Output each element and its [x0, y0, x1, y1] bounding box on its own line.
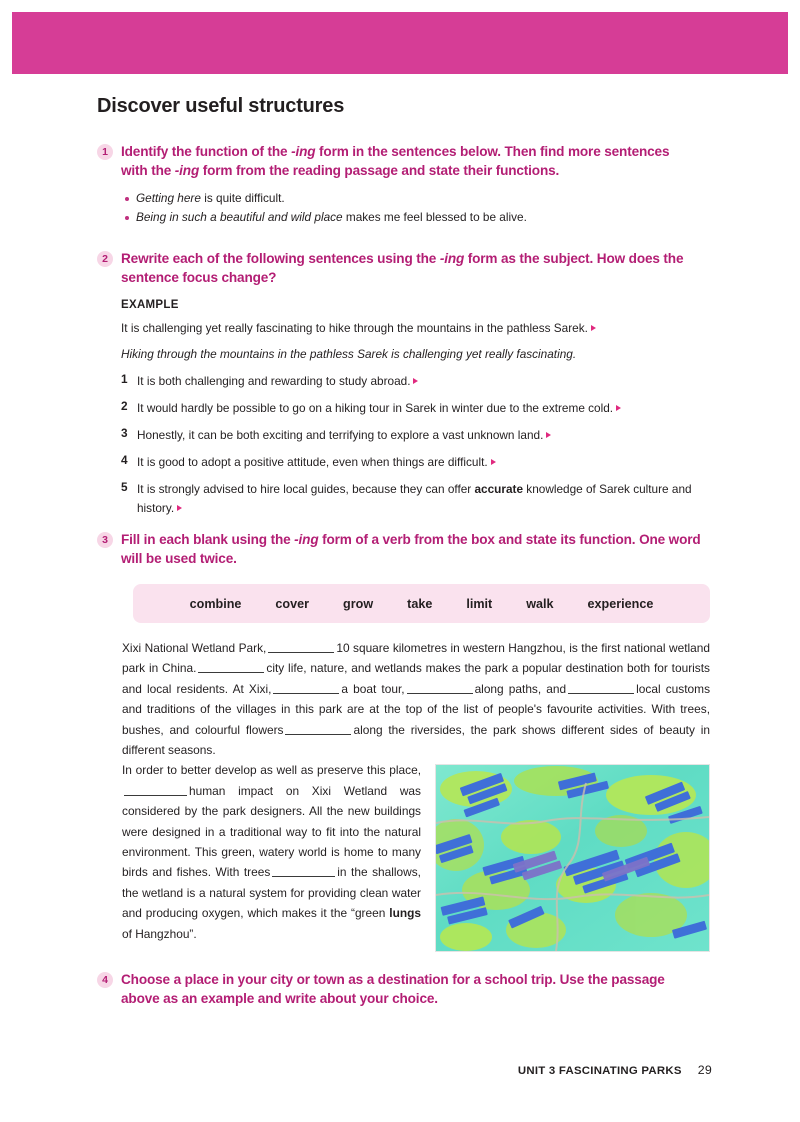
triangle-marker-icon: [616, 405, 621, 411]
item-number: 2: [121, 399, 128, 413]
item-text: [137, 372, 418, 391]
item-sentence: It is both challenging and rewarding to study abroad.: [137, 374, 411, 388]
prompt-text-b: form as the subject. How does the sentence focus change?: [121, 251, 684, 285]
passage-text: along paths, and: [474, 681, 567, 696]
passage-paragraph-1: [122, 638, 710, 760]
exercise-3-number: 3: [97, 532, 113, 548]
word-bank-item[interactable]: walk: [526, 596, 554, 611]
prompt-text-a: Rewrite each of the following sentences using the: [121, 251, 440, 266]
page-title: Discover useful structures: [97, 95, 345, 117]
item-sentence: Honestly, it can be both exciting and terrifying to explore a vast unknown land.: [137, 428, 544, 442]
footer-unit-label: UNIT 3 FASCINATING PARKS: [517, 1065, 682, 1077]
item-text: [137, 399, 621, 418]
example-label: EXAMPLE: [121, 299, 179, 311]
blank-input[interactable]: [272, 864, 335, 877]
item-text: [137, 453, 496, 472]
list-item: [125, 190, 697, 207]
blank-input[interactable]: [285, 722, 351, 735]
triangle-marker-icon: [546, 432, 551, 438]
item-text: [137, 480, 697, 518]
list-item: [121, 372, 697, 391]
example-source-text: It is challenging yet really fascinating to hike through the mountains in the pathless Sarek.: [121, 321, 588, 335]
passage-text: local customs and traditions of the villages in this park are at the top of the list of people's favourite activities. With trees, bushes, and colourful flowers: [122, 681, 711, 737]
passage-text: a boat tour,: [341, 681, 405, 696]
list-item: [121, 426, 697, 445]
blank-input[interactable]: [198, 660, 264, 673]
triangle-marker-icon: [491, 459, 496, 465]
ing-term-1: -ing: [439, 251, 465, 266]
triangle-marker-icon: [177, 505, 182, 511]
cloze-passage: [122, 638, 710, 952]
bullet-rest: makes me feel blessed to be alive.: [342, 210, 527, 224]
passage-text: city life, nature, and wetlands makes the park a popular destination both for tourists and local residents. At Xixi,: [122, 661, 710, 696]
prompt-text-b: form of a verb from the box and state its function. One word will be used twice.: [121, 532, 701, 566]
page-footer: [518, 1063, 712, 1077]
blank-input[interactable]: [124, 783, 187, 796]
exercise-3-prompt: [121, 530, 707, 568]
aerial-photo-xixi-wetland: [435, 764, 710, 952]
bullet-dot-icon: [125, 197, 129, 201]
blank-input[interactable]: [268, 640, 334, 653]
exercise-1-number: 1: [97, 144, 113, 160]
bullet-dot-icon: [125, 216, 129, 220]
exercise-2: [97, 249, 697, 526]
item-sentence-b: knowledge of Sarek culture and history.: [137, 482, 692, 515]
word-bank-box: [133, 584, 710, 623]
word-bank-item[interactable]: cover: [275, 596, 310, 611]
example-source-sentence: [121, 320, 697, 337]
triangle-marker-icon: [591, 325, 596, 331]
page-number: 29: [697, 1063, 712, 1077]
item-sentence: It is good to adopt a positive attitude, even when things are difficult.: [137, 455, 488, 469]
exercise-1-examples: [125, 190, 697, 226]
item-number: 4: [121, 453, 128, 467]
blank-input[interactable]: [568, 681, 634, 694]
passage-text: 10 square kilometres in western Hangzhou, is the first national wetland park in China.: [122, 641, 710, 676]
passage-text: Xixi National Wetland Park,: [122, 641, 267, 655]
exercise-4-prompt: Choose a place in your city or town as a destination for a school trip. Use the passage above as an example and write about your choice.: [121, 972, 665, 1006]
exercise-1-header: [97, 142, 697, 180]
exercise-3-header: [97, 530, 707, 568]
blank-input[interactable]: [407, 681, 473, 694]
passage-bold-word: lungs: [389, 906, 421, 921]
word-bank-item[interactable]: limit: [466, 596, 493, 611]
exercise-1-prompt: [121, 142, 697, 180]
bullet-rest: is quite difficult.: [200, 191, 285, 205]
exercise-4-header: [97, 970, 697, 1008]
item-bold-word: accurate: [474, 482, 524, 496]
triangle-marker-icon: [413, 378, 418, 384]
bullet-italic: Getting here: [136, 191, 201, 205]
list-item: [121, 399, 697, 418]
word-bank-item[interactable]: experience: [587, 596, 654, 611]
exercise-4: [97, 970, 697, 1008]
item-number: 5: [121, 480, 128, 494]
ing-term-1: -ing: [294, 532, 319, 547]
prompt-text-c: form from the reading passage and state their functions.: [199, 163, 560, 178]
exercise-2-header: [97, 249, 697, 287]
list-item: [121, 480, 697, 518]
exercise-4-number: 4: [97, 972, 113, 988]
passage-text: human impact on Xixi Wetland was considered by the park designers. All the new buildings were designed in a traditional way to fit into the natural environment. This green, watery world is home to many birds and fishes. With trees: [122, 783, 421, 880]
ing-term-2: -ing: [174, 163, 200, 178]
word-bank-item[interactable]: combine: [189, 596, 242, 611]
exercise-2-number: 2: [97, 251, 113, 267]
item-number: 3: [121, 426, 128, 440]
blank-input[interactable]: [273, 681, 339, 694]
item-sentence-a: It is strongly advised to hire local guides, because they can offer: [137, 482, 475, 496]
exercise-1: [97, 142, 697, 228]
prompt-text-a: Identify the function of the: [121, 144, 292, 159]
exercise-3: [97, 530, 707, 568]
passage-text: of Hangzhou”.: [122, 926, 197, 941]
passage-text: In order to better develop as well as preserve this place,: [122, 763, 421, 778]
bullet-text: [136, 209, 527, 226]
list-item: [125, 209, 697, 226]
ing-term-1: -ing: [291, 144, 316, 159]
example-answer-sentence: Hiking through the mountains in the pathless Sarek is challenging yet really fascinating.: [121, 347, 577, 361]
photo-artwork: [436, 765, 709, 951]
passage-text: along the riversides, the park shows different sides of beauty in different seasons.: [122, 722, 710, 758]
top-banner: [12, 12, 788, 74]
exercise-2-prompt: [121, 249, 697, 287]
word-bank-item[interactable]: grow: [343, 596, 374, 611]
passage-paragraph-2: [122, 760, 710, 944]
list-item: [121, 453, 697, 472]
item-number: 1: [121, 372, 128, 386]
item-sentence: It would hardly be possible to go on a hiking tour in Sarek in winter due to the extreme cold.: [137, 401, 614, 415]
bullet-italic: Being in such a beautiful and wild place: [136, 210, 343, 224]
bullet-text: [136, 190, 285, 207]
prompt-text-b: form in the sentences below. Then find more sentences with the: [121, 144, 670, 178]
prompt-text-a: Fill in each blank using the: [121, 532, 295, 547]
passage-text: in the shallows, the wetland is a natural system for providing clean water and producing oxygen, which makes it the “green: [122, 865, 421, 921]
item-text: [137, 426, 551, 445]
exercise-2-body: [121, 299, 697, 518]
word-bank-item[interactable]: take: [407, 596, 433, 611]
